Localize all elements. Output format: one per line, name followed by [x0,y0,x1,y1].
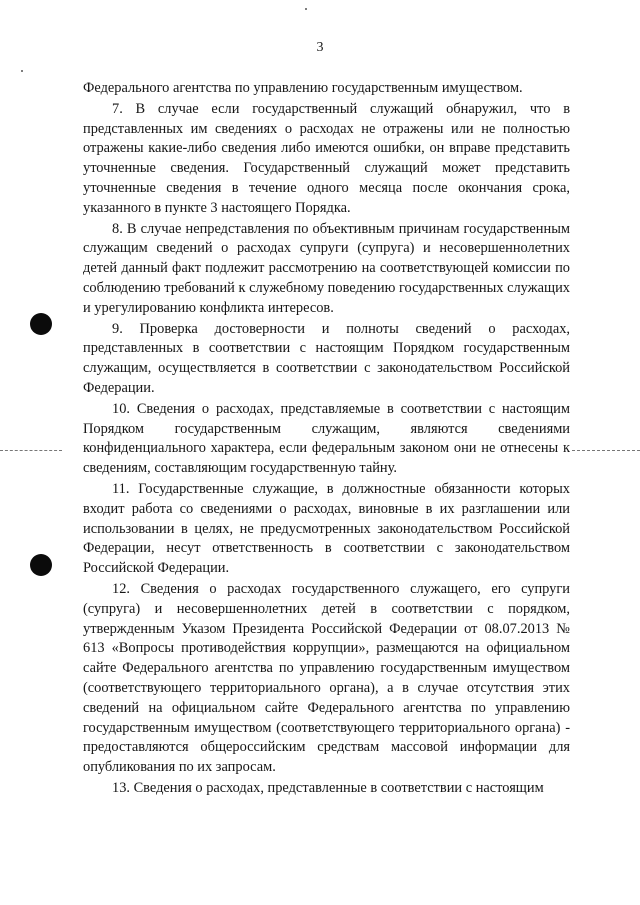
paragraph-12: 12. Сведения о расходах государственного служащего, его супруги (супруга) и несовершеннолетних детей в соответствии с порядком, утвержденным Указом Президента Российской Федерации от 08.07.2013 № 613 «Вопросы противодействия коррупции», размещаются на официальном сайте Федерального агентства по управлению государственным имуществом (соответствующего территориального органа), а в случае отсутствия этих сведений на официальном сайте Федерального агентства по управлению государственным имуществом (соответствующего территориального органа) - предоставляются общероссийским средствам массовой информации для опубликования по их запросам. [83,580,570,776]
scan-speck [21,70,23,72]
paragraph-continuation: Федерального агентства по управлению государственным имуществом. [83,80,523,96]
scan-speck [305,8,307,10]
document-body [83,79,570,799]
page-number: 3 [316,40,324,55]
paragraph-13: 13. Сведения о расходах, представленные в соответствии с настоящим [112,779,544,796]
paragraph-11: 11. Государственные служащие, в должностные обязанности которых входит работа со сведениями о расходах, виновные в их разглашении или использовании в целях, не предусмотренных законодательством Российской Федерации, несут ответственность в соответствии с законодательством Российской Федерации. [83,480,570,577]
paragraph-7: 7. В случае если государственный служащий обнаружил, что в представленных им сведениях о расходах не отражены или не полностью отражены какие-либо сведения либо имеются ошибки, он вправе представить уточненные сведения. Государственный служащий может представить уточненные сведения в течение одного месяца после окончания срока, указанного в пункте 3 настоящего Порядка. [83,100,570,216]
paragraph-10: 10. Сведения о расходах, представляемые в соответствии с настоящим Порядком государственным служащим, являются сведениями конфиденциального характера, если федеральным законом они не отнесены к сведениям, составляющим государственную тайну. [83,400,570,477]
paragraph-9: 9. Проверка достоверности и полноты сведений о расходах, представленных в соответствии с настоящим Порядком государственным служащим, осуществляется в соответствии с законодательством Российской Федерации. [83,320,570,396]
punch-hole-upper [30,313,52,335]
punch-hole-lower [30,554,52,576]
fold-mark-right [572,450,640,452]
paragraph-8: 8. В случае непредставления по объективным причинам государственным служащим сведений о расходах супруги (супруга) и несовершеннолетних детей данный факт подлежит рассмотрению на соответствующей комиссии по соблюдению требований к служебному поведению государственных служащих и урегулированию конфликта интересов. [83,220,570,316]
fold-mark-left [0,450,62,452]
